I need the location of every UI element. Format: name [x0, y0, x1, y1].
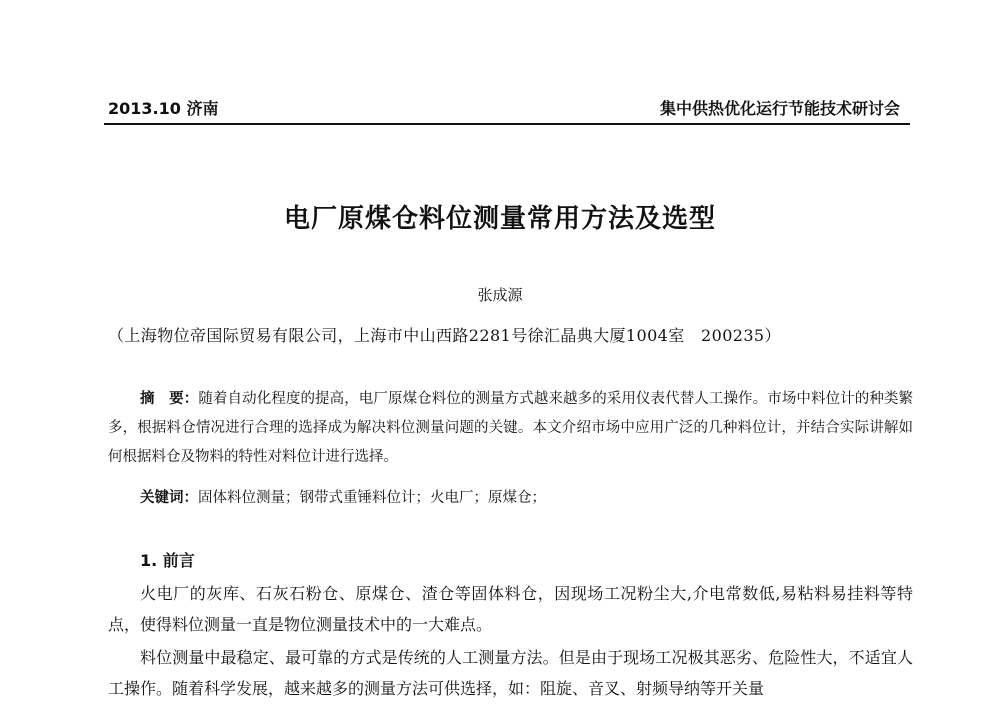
header-divider	[104, 123, 910, 125]
section-heading: 1. 前言	[140, 551, 195, 570]
paper-title: 电厂原煤仓料位测量常用方法及选型	[283, 204, 716, 234]
body-paragraph: 火电厂的灰库、石灰石粉仓、原煤仓、渣仓等固体料仓，因现场工况粉尘大,介电常数低,易粘料易挂料等特点，使得料位测量一直是物位测量技术中的一大难点。	[108, 584, 913, 634]
keywords	[140, 486, 546, 507]
body-paragraph: 料位测量中最稳定、最可靠的方式是传统的人工测量方法。但是由于现场工况极其恶劣、危险性大，不适宜人工操作。随着科学发展，越来越多的测量方法可供选择，如：阻旋、音叉、射频导纳等开关量	[108, 648, 913, 698]
abstract-text: 随着自动化程度的提高，电厂原煤仓料位的测量方式越来越多的采用仪表代替人工操作。市场中料位计的种类繁多，根据料仓情况进行合理的选择成为解决料位测量问题的关键。本文介绍市场中应用广泛的几种料位计，并结合实际讲解如何根据料仓及物料的特性对料位计进行选择。	[108, 391, 914, 465]
keywords-label: 关键词：	[140, 490, 198, 506]
abstract	[108, 385, 913, 472]
author-affiliation: （上海物位帝国际贸易有限公司，上海市中山西路2281号徐汇晶典大厦1004室 200235）	[108, 326, 781, 345]
author-name: 张成源	[477, 286, 523, 304]
keywords-text: 固体料位测量；钢带式重锤料位计；火电厂；原煤仓；	[198, 490, 546, 506]
running-header-date-location: 2013.10 济南	[108, 99, 219, 118]
abstract-label: 摘 要：	[140, 391, 199, 407]
running-header-conference: 集中供热优化运行节能技术研讨会	[659, 99, 900, 118]
